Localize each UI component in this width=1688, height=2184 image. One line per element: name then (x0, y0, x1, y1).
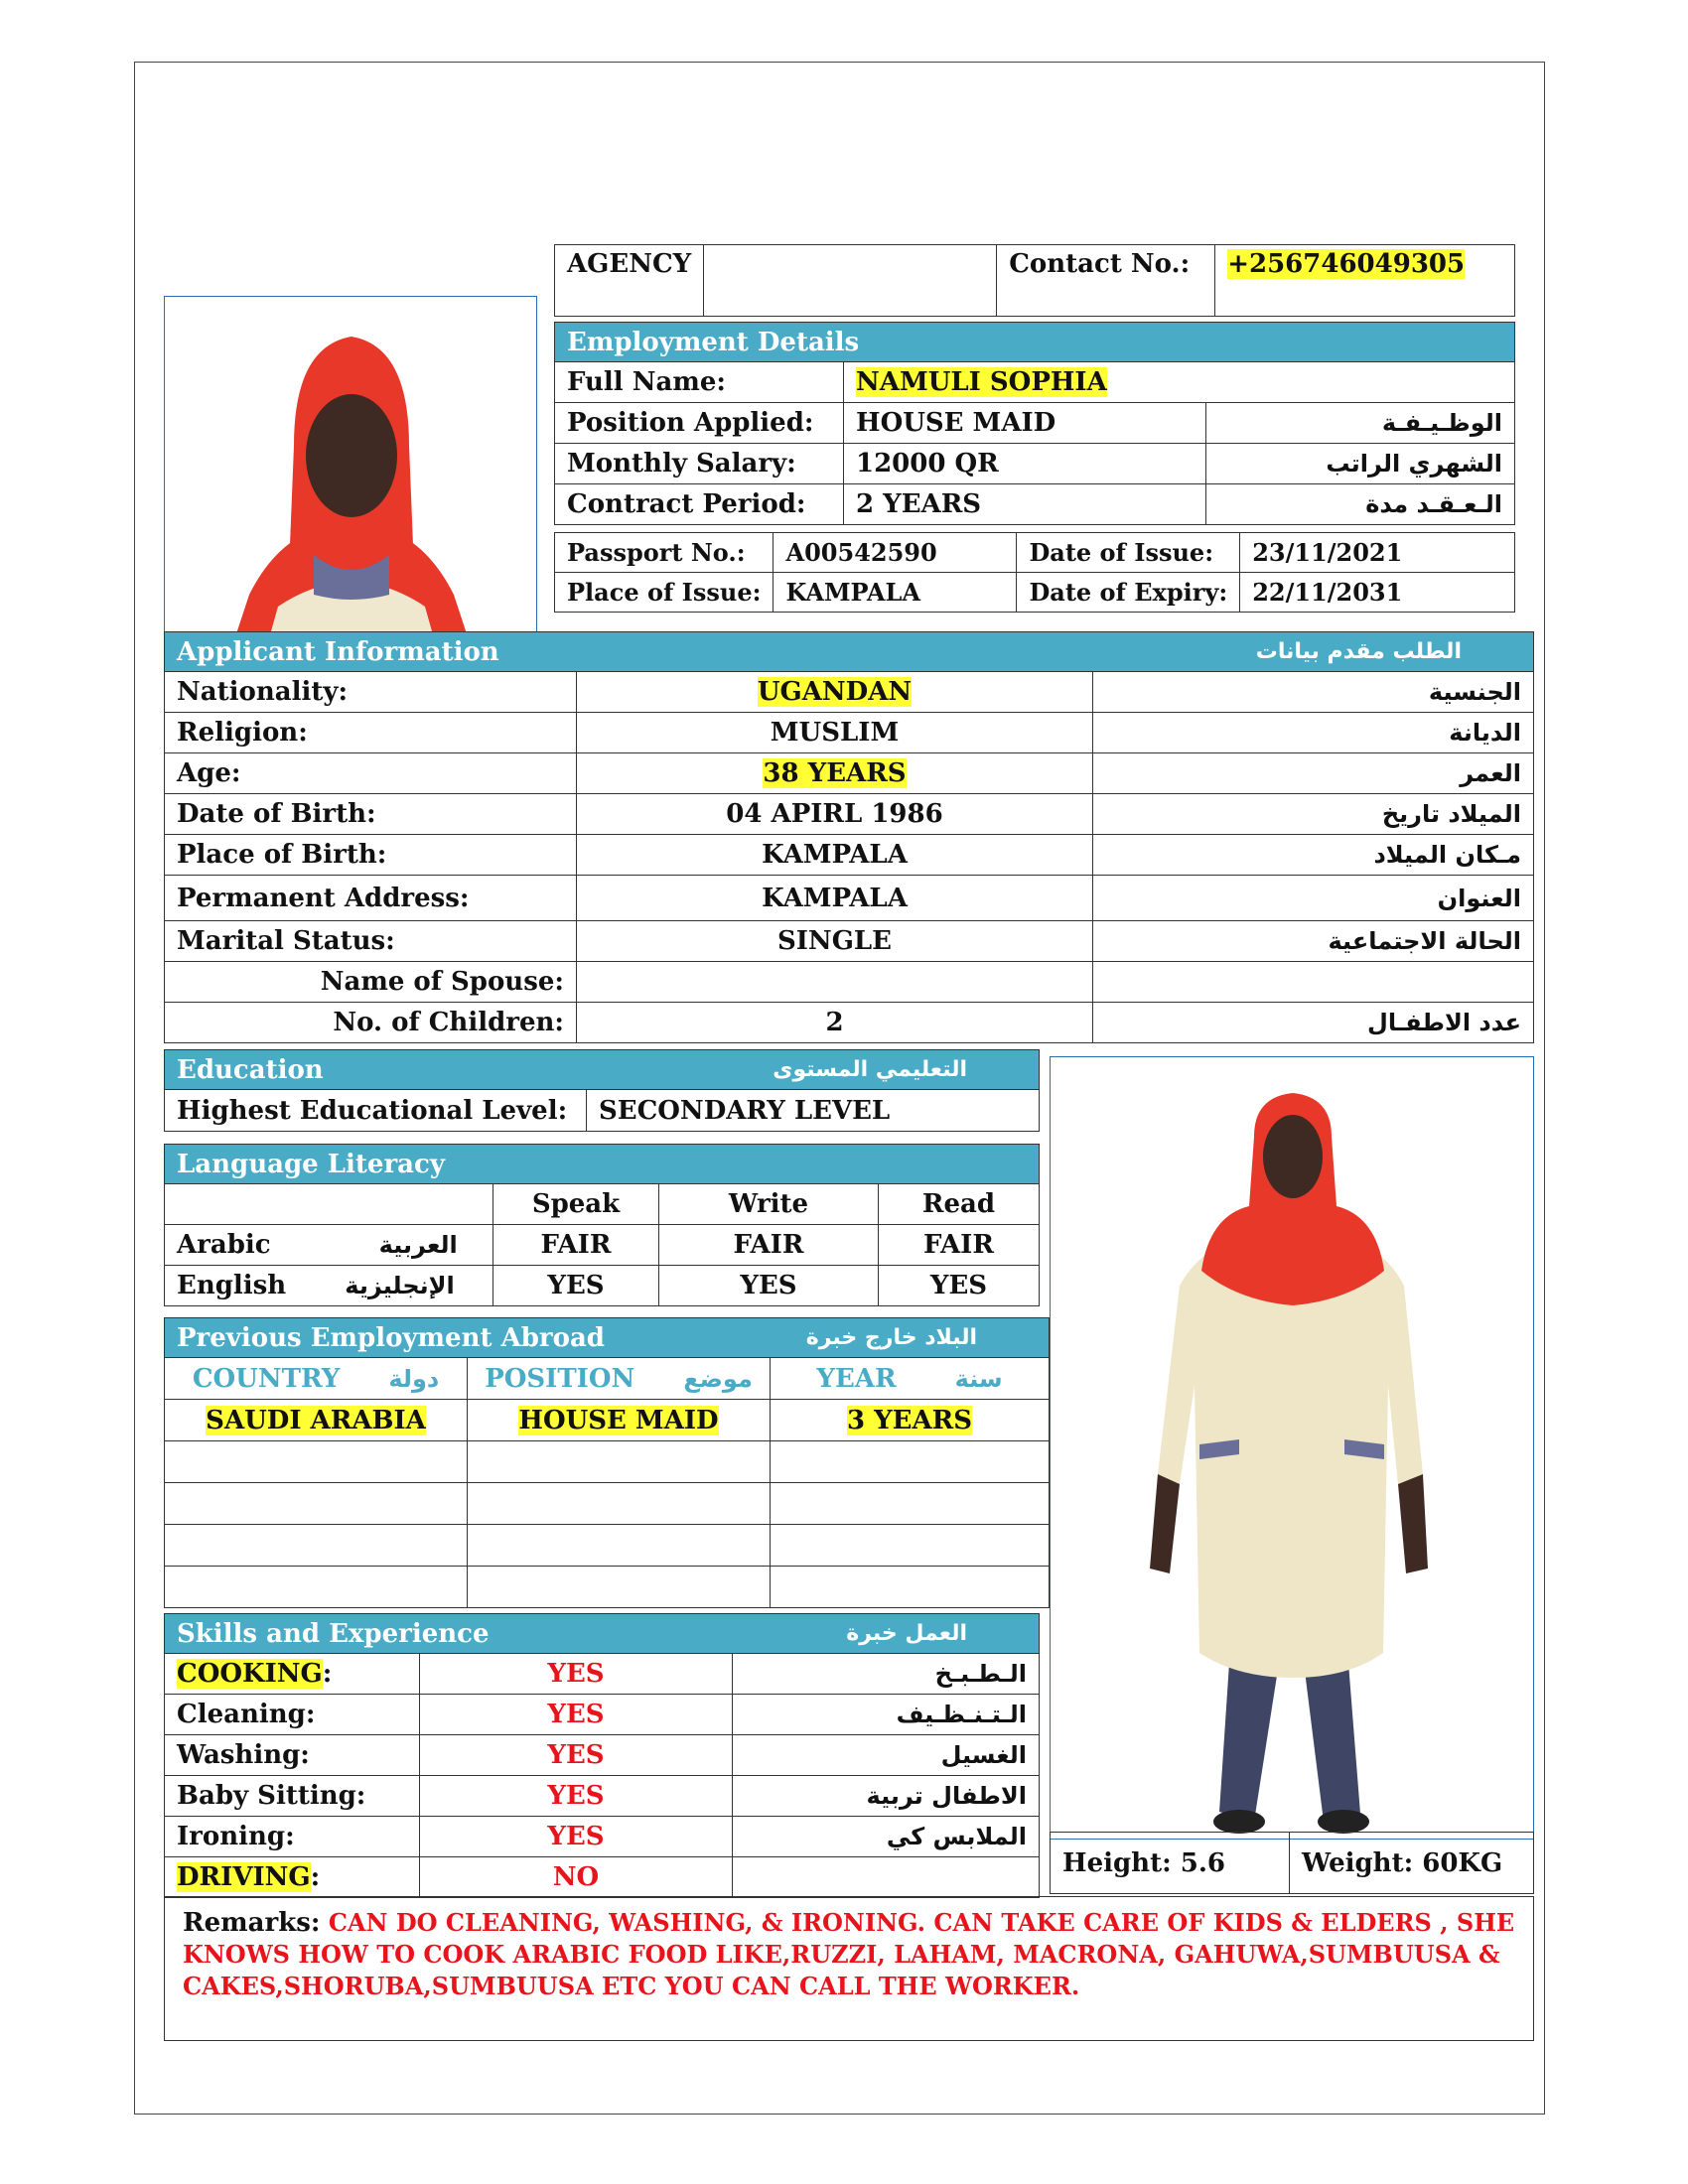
applicant-row-value: KAMPALA (577, 876, 1093, 921)
applicant-row-value: UGANDAN (757, 677, 913, 707)
skills-header-en: Skills and Experience (177, 1618, 490, 1649)
portrait-photo (164, 296, 537, 669)
previous-col-ar: دولة (388, 1364, 440, 1393)
applicant-row-ar: الميلاد تاريخ (1093, 794, 1534, 835)
previous-empty-row (165, 1483, 1050, 1525)
weight-value: Weight: 60KG (1290, 1833, 1534, 1894)
contact-cell (1215, 245, 1515, 317)
skill-value: YES (420, 1735, 733, 1776)
applicant-table (164, 631, 1534, 1043)
previous-table (164, 1317, 1050, 1608)
previous-col-en: COUNTRY (192, 1363, 341, 1394)
agency-table (554, 244, 1515, 317)
remarks-text: CAN DO CLEANING, WASHING, & IRONING. CAN TAKE CARE OF KIDS & ELDERS , SHE KNOWS HOW TO COOK ARABIC FOOD LIKE,RUZZI, LAHAM, MACRONA, GAHUWA,SUMBUUSA & CAKES,SHORUBA,SUMBUUSA ETC YOU CAN CALL THE WORKER. (183, 1908, 1515, 2000)
previous-col-ar: موضع (683, 1364, 753, 1393)
place-issue-label: Place of Issue: (555, 573, 774, 613)
skill-ar: الغسيل (733, 1735, 1040, 1776)
skill-label: Cleaning: (165, 1695, 420, 1735)
skill-label-cell: COOKING: (165, 1654, 420, 1695)
full-body-photo (1050, 1056, 1534, 1840)
passport-table (554, 532, 1515, 613)
skill-label-cell: DRIVING: (165, 1857, 420, 1898)
language-write: YES (659, 1266, 879, 1306)
language-write: FAIR (659, 1225, 879, 1266)
applicant-header-ar: الطلب مقدم بيانات (1255, 639, 1462, 664)
contact-label: Contact No.: (997, 245, 1215, 317)
education-label: Highest Educational Level: (165, 1090, 587, 1132)
language-col-read: Read (879, 1184, 1040, 1225)
employment-row-value: HOUSE MAID (844, 403, 1206, 444)
applicant-row-label: Marital Status: (165, 921, 577, 962)
education-header (165, 1050, 1040, 1090)
language-speak: FAIR (493, 1225, 659, 1266)
passport-no-value: A00542590 (774, 533, 1017, 573)
previous-col-en: POSITION (485, 1363, 635, 1394)
portrait-image (165, 297, 537, 669)
language-name-ar: العربية (378, 1231, 458, 1259)
full-name-cell (844, 362, 1515, 403)
remarks-box (164, 1896, 1534, 2041)
skill-value: YES (420, 1654, 733, 1695)
skills-header-ar: العمل خبرة (846, 1621, 967, 1646)
employment-row-ar: الوظـيـفـة (1206, 403, 1515, 444)
language-speak: YES (493, 1266, 659, 1306)
applicant-row-ar: العنوان (1093, 876, 1534, 921)
skill-label: Washing: (165, 1735, 420, 1776)
applicant-row-ar: الحالة الاجتماعية (1093, 921, 1534, 962)
applicant-header-en: Applicant Information (177, 636, 499, 667)
skill-ar: الملابس كي (733, 1817, 1040, 1857)
applicant-row-value (577, 962, 1093, 1003)
language-name-ar: الإنجليزية (345, 1272, 455, 1299)
applicant-row-value: 2 (577, 1003, 1093, 1043)
full-body-image (1051, 1057, 1534, 1840)
expiry-date-value: 22/11/2031 (1240, 573, 1515, 613)
agency-value (704, 245, 997, 317)
applicant-row-value-cell (577, 753, 1093, 794)
previous-empty-row (165, 1525, 1050, 1567)
language-col-speak: Speak (493, 1184, 659, 1225)
applicant-row-label: No. of Children: (165, 1003, 577, 1043)
skill-ar: الـطـبـخ (733, 1654, 1040, 1695)
applicant-row-label: Religion: (165, 713, 577, 753)
applicant-row-label: Nationality: (165, 672, 577, 713)
previous-col-country (165, 1358, 468, 1400)
previous-position: HOUSE MAID (518, 1405, 719, 1435)
education-header-ar: التعليمي المستوى (773, 1057, 967, 1082)
remarks-label: Remarks: (183, 1908, 321, 1938)
issue-date-value: 23/11/2021 (1240, 533, 1515, 573)
measure-table (1050, 1832, 1534, 1894)
employment-table (554, 322, 1515, 525)
skill-value: YES (420, 1817, 733, 1857)
skill-ar: الاطفال تربية (733, 1776, 1040, 1817)
contact-number: +256746049305 (1227, 249, 1466, 279)
previous-col-ar: سنة (954, 1364, 1003, 1393)
applicant-row-value: KAMPALA (577, 835, 1093, 876)
passport-no-label: Passport No.: (555, 533, 774, 573)
applicant-row-label: Age: (165, 753, 577, 794)
place-issue-value: KAMPALA (774, 573, 1017, 613)
skills-header (165, 1614, 1040, 1654)
language-table (164, 1144, 1040, 1306)
employment-row-value: 2 YEARS (844, 484, 1206, 525)
height-value: Height: 5.6 (1051, 1833, 1290, 1894)
applicant-row-ar (1093, 962, 1534, 1003)
employment-row-ar: الـعـقـد مدة (1206, 484, 1515, 525)
applicant-row-ar: الجنسية (1093, 672, 1534, 713)
applicant-row-value-cell (577, 672, 1093, 713)
previous-header-ar: البلاد خارج خبرة (805, 1325, 977, 1350)
language-col-write: Write (659, 1184, 879, 1225)
skill-label: DRIVING (177, 1862, 311, 1892)
language-name: English (177, 1271, 287, 1300)
full-name-value: NAMULI SOPHIA (856, 367, 1107, 397)
employment-row-label: Contract Period: (555, 484, 844, 525)
skill-label: Ironing: (165, 1817, 420, 1857)
issue-date-label: Date of Issue: (1017, 533, 1240, 573)
applicant-header (165, 632, 1534, 672)
language-name-cell (165, 1266, 493, 1306)
previous-header (165, 1318, 1050, 1358)
applicant-row-value: 04 APIRL 1986 (577, 794, 1093, 835)
employment-header: Employment Details (555, 323, 1515, 362)
employment-row-label: Monthly Salary: (555, 444, 844, 484)
skill-ar (733, 1857, 1040, 1898)
skill-ar: الـتـنـظـيف (733, 1695, 1040, 1735)
education-header-en: Education (177, 1054, 324, 1085)
previous-col-en: YEAR (816, 1363, 897, 1394)
language-name: Arabic (177, 1230, 271, 1260)
agency-label: AGENCY (555, 245, 704, 317)
applicant-row-label: Permanent Address: (165, 876, 577, 921)
applicant-row-ar: العمر (1093, 753, 1534, 794)
expiry-date-label: Date of Expiry: (1017, 573, 1240, 613)
language-name-cell (165, 1225, 493, 1266)
applicant-row-ar: مـكان الميلاد (1093, 835, 1534, 876)
applicant-row-label: Name of Spouse: (165, 962, 577, 1003)
previous-year: 3 YEARS (846, 1405, 973, 1435)
applicant-row-label: Date of Birth: (165, 794, 577, 835)
language-read: FAIR (879, 1225, 1040, 1266)
skill-value: YES (420, 1776, 733, 1817)
employment-row-value: 12000 QR (844, 444, 1206, 484)
applicant-row-ar: الديانة (1093, 713, 1534, 753)
previous-country: SAUDI ARABIA (206, 1405, 426, 1435)
skill-label: Baby Sitting: (165, 1776, 420, 1817)
employment-row-label: Position Applied: (555, 403, 844, 444)
previous-col-position (468, 1358, 771, 1400)
education-table (164, 1049, 1040, 1132)
language-header: Language Literacy (165, 1145, 1040, 1184)
applicant-row-value: 38 YEARS (763, 758, 907, 788)
previous-header-en: Previous Employment Abroad (177, 1322, 605, 1353)
full-name-label: Full Name: (555, 362, 844, 403)
education-value: SECONDARY LEVEL (587, 1090, 1040, 1132)
language-blank-header (165, 1184, 493, 1225)
applicant-row-ar: عدد الاطفـال (1093, 1003, 1534, 1043)
previous-empty-row (165, 1441, 1050, 1483)
applicant-row-value: MUSLIM (577, 713, 1093, 753)
applicant-row-label: Place of Birth: (165, 835, 577, 876)
previous-year-cell (771, 1400, 1050, 1441)
previous-empty-row (165, 1567, 1050, 1608)
applicant-row-value: SINGLE (577, 921, 1093, 962)
previous-col-year (771, 1358, 1050, 1400)
skills-table (164, 1613, 1040, 1898)
previous-position-cell (468, 1400, 771, 1441)
language-read: YES (879, 1266, 1040, 1306)
employment-row-ar: الشهري الراتب (1206, 444, 1515, 484)
previous-country-cell (165, 1400, 468, 1441)
skill-label: COOKING (177, 1659, 323, 1689)
skill-value: YES (420, 1695, 733, 1735)
skill-value: NO (420, 1857, 733, 1898)
